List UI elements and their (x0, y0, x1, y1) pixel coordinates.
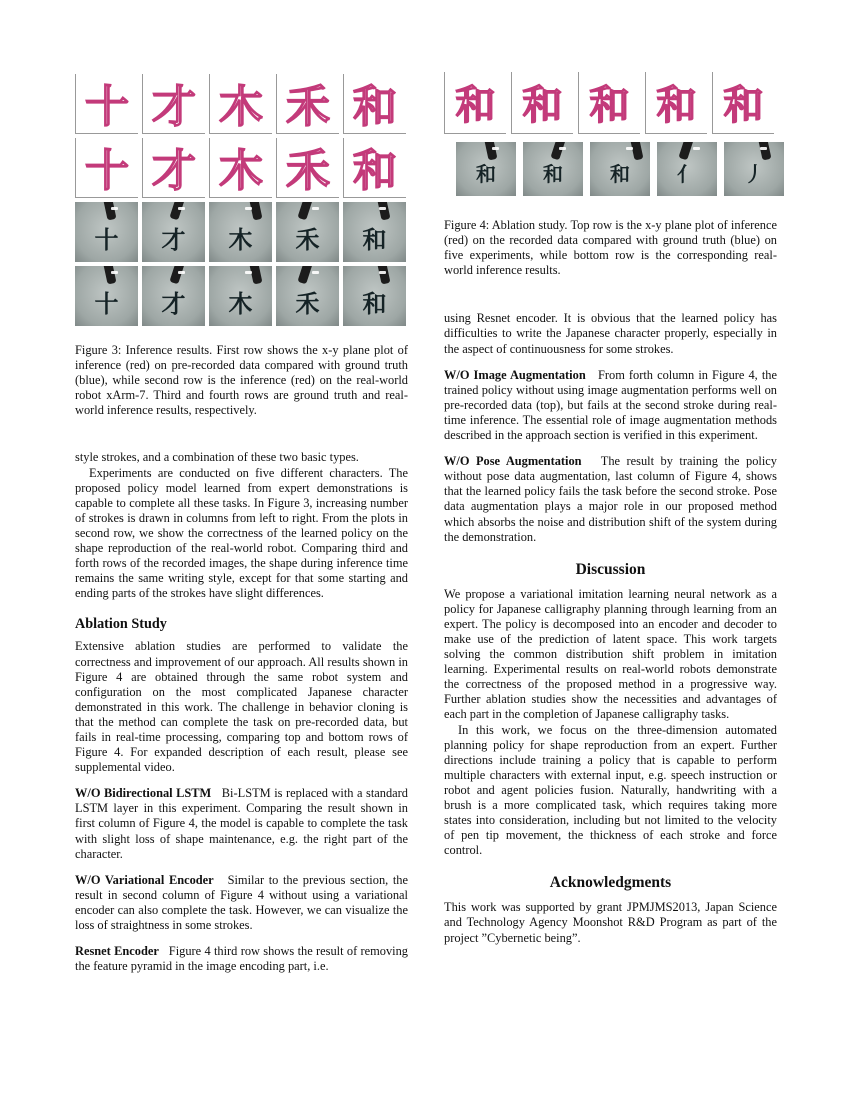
light-reflection (245, 271, 252, 274)
written-character: 禾 (295, 290, 320, 318)
xy-plot (209, 74, 272, 134)
section-heading-ablation: Ablation Study (75, 616, 167, 633)
plotted-character: 和 (723, 81, 764, 128)
xy-plot (209, 138, 272, 198)
paragraph-text: From forth column in Figure 4, the trained policy without using image augmentation performs well on pre-recorded data (top), but fails at the second stroke during real-time inference. The essential role of image augmentation methods described in the approach section is verified in this experiment. (444, 367, 778, 443)
plotted-character: 禾 (286, 81, 330, 133)
written-character: 才 (161, 290, 186, 318)
light-reflection (693, 147, 700, 150)
paragraph-text: Figure 4 third row shows the result of removing the feature pyramid in the image encoding part, i.e. (75, 944, 408, 974)
robot-photo (456, 142, 516, 196)
plotted-character: 禾 (286, 145, 330, 197)
light-reflection (626, 147, 633, 150)
plotted-character: 和 (589, 81, 630, 128)
xy-plot (712, 72, 774, 134)
robot-photo (276, 202, 339, 262)
robot-photo (657, 142, 717, 196)
robot-photo (590, 142, 650, 196)
brush-pen (377, 266, 390, 284)
xy-plot (75, 74, 138, 134)
section-heading-acknowledgments: Acknowledgments (549, 874, 672, 892)
xy-plot (142, 74, 205, 134)
figure-4-photo-row (444, 142, 777, 196)
written-character: 禾 (295, 226, 320, 254)
xy-plot (578, 72, 640, 134)
robot-photo (209, 266, 272, 326)
light-reflection (111, 207, 118, 210)
written-character: 和 (610, 162, 630, 187)
light-reflection (178, 271, 185, 274)
paragraph-image-aug (444, 368, 777, 443)
written-character: 十 (94, 290, 119, 318)
robot-photo (724, 142, 784, 196)
paragraph: style strokes, and a combination of these two basic types. (75, 450, 359, 465)
paragraph: Extensive ablation studies are performed to validate the correctness and improvement of our approach. All results shown in Figure 4 are obtained through the same robot system and configuration on the most complicated Japanese character demonstrated in this work. The challenge in behavior cloning is that the method can complete the task on pre-recorded data, but fails in real-time processing, comparing top and bottom rows of Figure 4. For expanded description of each result, please see supplemental video. (75, 639, 408, 775)
light-reflection (245, 207, 252, 210)
paragraph-bilstm (75, 786, 408, 861)
plotted-character: 才 (152, 145, 196, 197)
light-reflection (379, 207, 386, 210)
paragraph-text: Similar to the previous section, the result in second column of Figure 4 without using a variational encoder can also complete the task. However, we can visualize the loss of straightness in some strokes. (75, 872, 409, 932)
plotted-character: 和 (656, 81, 697, 128)
robot-photo (209, 202, 272, 262)
light-reflection (312, 207, 319, 210)
paragraph: In this work, we focus on the three-dimension automated planning policy for shape reproduction from an expert. Further directions include training a policy that is capable to perform multiple characters with external input, e.g. speech instruction or robot and agent policies fusion. Naturally, handwriting with a brush is a more complicated task, which requires taking more states into consideration, including but not limited to the velocity of pen tip movement, the thickness of each stroke and force control. (444, 722, 777, 858)
brush-pen (297, 266, 312, 284)
plotted-character: 和 (455, 81, 496, 128)
light-reflection (111, 271, 118, 274)
brush-pen (249, 266, 262, 284)
robot-photo (142, 266, 205, 326)
xy-plot (343, 74, 406, 134)
light-reflection (379, 271, 386, 274)
written-character: 和 (476, 162, 496, 187)
run-in-heading: Resnet Encoder (75, 944, 159, 959)
paragraph-vae (75, 873, 408, 933)
brush-pen (377, 202, 390, 220)
plotted-character: 十 (85, 145, 129, 197)
xy-plot (276, 74, 339, 134)
plotted-character: 和 (353, 81, 397, 133)
written-character: 和 (362, 226, 387, 254)
paragraph-text: The result by training the policy without pose data augmentation, last column of Figure 4, shows that the learned policy fails the task before the second stroke. Pose data augmentation plays a major role in our proposed method which absorbs the noise and distribution shift of the system during the demonstration. (444, 454, 777, 544)
plotted-character: 才 (152, 81, 196, 133)
right-column (444, 72, 777, 946)
figure-4 (444, 72, 777, 196)
paragraph: using Resnet encoder. It is obvious that the learned policy has difficulties to write the Japanese character properly, especially in the aspect of continuousness for some strokes. (444, 311, 777, 356)
robot-photo (75, 266, 138, 326)
xy-plot (645, 72, 707, 134)
light-reflection (559, 147, 566, 150)
figure-4-plot-row (444, 72, 777, 134)
light-reflection (312, 271, 319, 274)
brush-pen (103, 266, 116, 284)
figure-3 (75, 74, 408, 326)
written-character: 木 (228, 226, 253, 254)
paragraph-resnet (75, 944, 408, 974)
run-in-heading: W/O Pose Augmentation (444, 454, 582, 469)
robot-photo (142, 202, 205, 262)
figure-3-caption: Figure 3: Inference results. First row shows the x-y plane plot of inference (red) on pre-recorded data compared with ground truth (blue), while second row is the inference (red) on the real-world robot xArm-7. Third and fourth rows are ground truth and real-world inference results, respectively. (75, 343, 408, 418)
light-reflection (760, 147, 767, 150)
written-character: 木 (228, 290, 253, 318)
written-character: 才 (161, 226, 186, 254)
run-in-heading: W/O Image Augmentation (444, 367, 586, 382)
paragraph-pose-aug (444, 454, 777, 545)
light-reflection (492, 147, 499, 150)
xy-plot (511, 72, 573, 134)
brush-pen (169, 202, 184, 220)
paragraph: Experiments are conducted on five different characters. The proposed policy model learned from expert demonstrations is capable to complete all these tasks. In Figure 3, increasing number of strokes is drawn in columns from left to right. From the plots in second row, we show the correctness of the learned policy on the shape reproduction of the real-world robot. Comparing third and forth rows of the recorded images, the shape during inference time remains the same writing style, except for that some starting and ending parts of the strokes have slight differences. (75, 465, 408, 601)
xy-plot (276, 138, 339, 198)
xy-plot (142, 138, 205, 198)
brush-pen (297, 202, 312, 220)
plotted-character: 十 (85, 81, 129, 133)
plotted-character: 木 (219, 81, 263, 133)
plotted-character: 木 (219, 145, 263, 197)
xy-plot (444, 72, 506, 134)
section-heading-discussion: Discussion (575, 560, 646, 578)
plotted-character: 和 (522, 81, 563, 128)
written-character: 十 (94, 226, 119, 254)
brush-pen (169, 266, 184, 284)
left-column (75, 74, 408, 974)
written-character: 和 (543, 162, 563, 187)
robot-photo (276, 266, 339, 326)
xy-plot (343, 138, 406, 198)
run-in-heading: W/O Variational Encoder (75, 872, 214, 887)
robot-photo (343, 266, 406, 326)
paragraph-text: Bi-LSTM is replaced with a standard LSTM layer in this experiment. Comparing the result shown in first column of Figure 4, the model is capable to complete the task with slight loss of shape maintenance, e.g. the right part of the character. (75, 786, 408, 861)
paragraph: We propose a variational imitation learning neural network as a policy for Japanese calligraphy planning through learning from an expert. The policy is decomposed into an encoder and decoder to make use of the prediction of latent space. This work targets solving the common distribution shift problem in imitation learning. Experimental results on real-world robots demonstrate the correctness of the proposed method in a progressive way. Further ablation studies show the necessities and advantages of each part in the completion of Japanese calligraphy tasks. (444, 586, 777, 722)
robot-photo (343, 202, 406, 262)
figure-3-grid (75, 74, 408, 326)
plotted-character: 和 (353, 145, 397, 197)
written-character: 和 (362, 290, 387, 318)
written-character: 亻 (677, 162, 697, 187)
written-character: 丿 (744, 162, 764, 187)
xy-plot (75, 138, 138, 198)
paragraph: This work was supported by grant JPMJMS2013, Japan Science and Technology Agency Moonshot R&D Program as part of the project ”Cybernetic being”. (444, 900, 777, 945)
figure-4-caption: Figure 4: Ablation study. Top row is the x-y plane plot of inference (red) on the recorded data compared with ground truth (blue) on five experiments, while bottom row is the corresponding real-world inference results. (444, 218, 777, 278)
brush-pen (249, 202, 262, 220)
robot-photo (75, 202, 138, 262)
run-in-heading: W/O Bidirectional LSTM (75, 786, 212, 801)
brush-pen (103, 202, 116, 220)
robot-photo (523, 142, 583, 196)
light-reflection (178, 207, 185, 210)
